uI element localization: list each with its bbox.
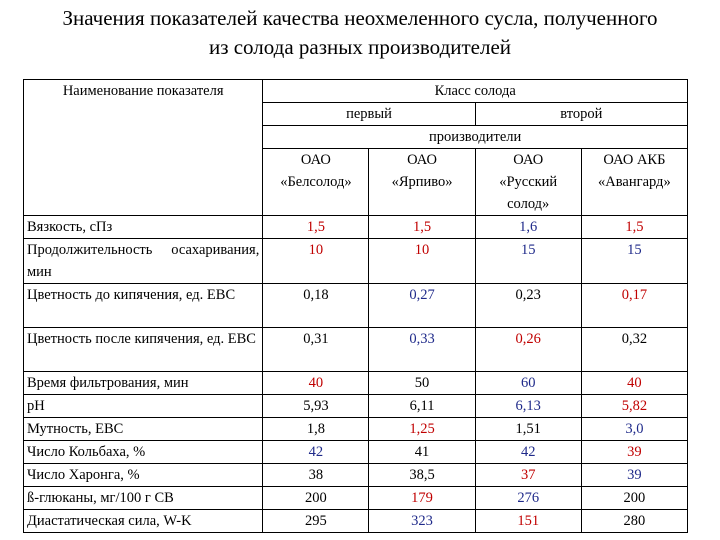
- value-cell: 1,25: [369, 418, 475, 441]
- value-cell: 39: [581, 441, 687, 464]
- row-label: Вязкость, сПз: [24, 216, 263, 239]
- table-row: [24, 239, 688, 284]
- header-second-class: второй: [475, 103, 687, 126]
- value-cell: 42: [263, 441, 369, 464]
- value-cell: 1,5: [369, 216, 475, 239]
- value-cell: 38,5: [369, 464, 475, 487]
- value-cell: 280: [581, 510, 687, 533]
- value-cell: 0,17: [581, 284, 687, 328]
- row-label: Мутность, ЕВС: [24, 418, 263, 441]
- value-cell: 5,93: [263, 395, 369, 418]
- row-label: pH: [24, 395, 263, 418]
- value-cell: 41: [369, 441, 475, 464]
- malt-quality-table: [23, 79, 688, 533]
- table-row: [24, 487, 688, 510]
- value-cell: 10: [369, 239, 475, 284]
- title-line-2: из солода разных производителей: [208, 35, 512, 59]
- header-company: [581, 149, 687, 216]
- header-company: [475, 149, 581, 216]
- value-cell: 151: [475, 510, 581, 533]
- value-cell: 0,18: [263, 284, 369, 328]
- table-row: [24, 216, 688, 239]
- company-line: ОАО: [407, 152, 438, 168]
- row-label: Число Кольбаха, %: [24, 441, 263, 464]
- header-malt-class: Класс солода: [263, 80, 688, 103]
- table-row: [24, 510, 688, 533]
- value-cell: 200: [263, 487, 369, 510]
- value-cell: 0,26: [475, 328, 581, 372]
- value-cell: 1,6: [475, 216, 581, 239]
- header-indicator: Наименование показателя: [24, 80, 263, 216]
- header-company: [369, 149, 475, 216]
- table-row: [24, 418, 688, 441]
- value-cell: 40: [263, 372, 369, 395]
- value-cell: 10: [263, 239, 369, 284]
- company-line: ОАО АКБ: [603, 152, 666, 168]
- header-producers: производители: [263, 126, 688, 149]
- table-row: [24, 464, 688, 487]
- value-cell: 15: [581, 239, 687, 284]
- company-line: «Белсолод»: [280, 174, 352, 190]
- table-row: [24, 284, 688, 328]
- value-cell: 1,8: [263, 418, 369, 441]
- value-cell: 5,82: [581, 395, 687, 418]
- company-line: ОАО: [300, 152, 331, 168]
- value-cell: 6,11: [369, 395, 475, 418]
- row-label: Продолжительность осахаривания, мин: [24, 239, 263, 284]
- value-cell: 42: [475, 441, 581, 464]
- slide-title: [0, 4, 720, 62]
- company-line: «Ярпиво»: [391, 174, 453, 190]
- value-cell: 15: [475, 239, 581, 284]
- table-row: [24, 328, 688, 372]
- value-cell: 295: [263, 510, 369, 533]
- value-cell: 0,23: [475, 284, 581, 328]
- value-cell: 1,5: [581, 216, 687, 239]
- company-line: «Авангард»: [598, 174, 671, 190]
- value-cell: 0,27: [369, 284, 475, 328]
- value-cell: 323: [369, 510, 475, 533]
- row-label: Цветность после кипячения, ед. ЕВС: [24, 328, 263, 372]
- value-cell: 0,31: [263, 328, 369, 372]
- value-cell: 39: [581, 464, 687, 487]
- table-row: [24, 372, 688, 395]
- table-row: [24, 441, 688, 464]
- value-cell: 50: [369, 372, 475, 395]
- row-label: Диастатическая сила, W-K: [24, 510, 263, 533]
- table-row: [24, 395, 688, 418]
- value-cell: 60: [475, 372, 581, 395]
- value-cell: 1,5: [263, 216, 369, 239]
- value-cell: 1,51: [475, 418, 581, 441]
- value-cell: 0,32: [581, 328, 687, 372]
- row-label: Время фильтрования, мин: [24, 372, 263, 395]
- title-line-1: Значения показателей качества неохмеленного сусла, полученного: [62, 6, 658, 30]
- value-cell: 37: [475, 464, 581, 487]
- value-cell: 179: [369, 487, 475, 510]
- value-cell: 276: [475, 487, 581, 510]
- header-company: [263, 149, 369, 216]
- value-cell: 38: [263, 464, 369, 487]
- value-cell: 6,13: [475, 395, 581, 418]
- header-first-class: первый: [263, 103, 475, 126]
- value-cell: 0,33: [369, 328, 475, 372]
- row-label: ß-глюканы, мг/100 г СВ: [24, 487, 263, 510]
- value-cell: 40: [581, 372, 687, 395]
- row-label: Число Харонга, %: [24, 464, 263, 487]
- row-label: Цветность до кипячения, ед. ЕВС: [24, 284, 263, 328]
- value-cell: 200: [581, 487, 687, 510]
- company-line: ОАО: [513, 152, 544, 168]
- company-line: «Русский солод»: [499, 174, 558, 212]
- value-cell: 3,0: [581, 418, 687, 441]
